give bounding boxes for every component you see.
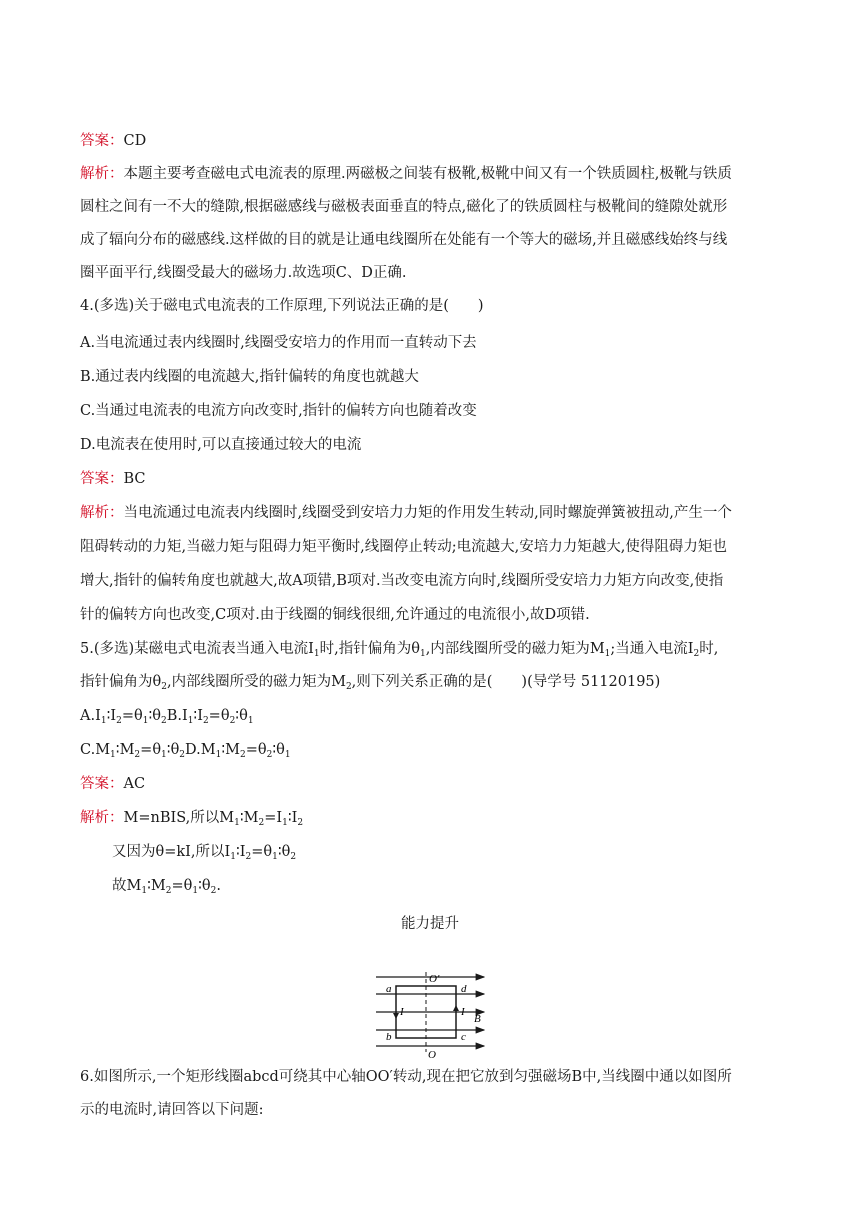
answer-label: 答案： [80, 776, 124, 792]
q4-analysis-line-1 [80, 503, 732, 523]
answer-value: BC [123, 471, 146, 487]
label-d: d [461, 983, 467, 995]
q3-analysis-line-3: 成了辐向分布的磁感线.这样做的目的就是让通电线圈所在处能有一个等大的磁场,并且磁感线始终与线 [80, 232, 728, 248]
q5-analysis-line-3: 故$M_1∶M_2=\theta_1∶\theta_2$. [112, 878, 221, 896]
q6-line-2: 示的电流时,请回答以下问题: [80, 1102, 264, 1118]
analysis-label: 解析： [80, 810, 124, 826]
label-c: c [461, 1031, 466, 1043]
label-current-left: I [400, 1006, 404, 1018]
q5-options-ab: $A.I_1∶I_2=\theta_1∶\theta_2B.I_1∶I_2=\theta_2∶\theta_1$ [80, 708, 254, 726]
q5-stem-line-1: 5.(多选)某磁电式电流表当通入电流$I_1$时,指针偏角为$\theta_1$,内部线圈所受的磁力矩为$M_1$;当通入电流$I_2$时, [80, 641, 719, 659]
answer-label: 答案： [80, 133, 124, 149]
q4-analysis-line-3: 增大,指针的偏转角度也就越大,故A项错,B项对.当改变电流方向时,线圈所受安培力力矩方向改变,使指 [80, 573, 724, 589]
q4-answer-line [80, 469, 146, 489]
label-b: b [386, 1031, 392, 1043]
coil-in-field-diagram [360, 968, 500, 1058]
q4-option-c: C.当通过电流表的电流方向改变时,指针的偏转方向也随着改变 [80, 403, 477, 419]
label-current-right: I [461, 1006, 465, 1018]
q4-stem: 4.(多选)关于磁电式电流表的工作原理,下列说法正确的是( ) [80, 298, 484, 314]
q4-analysis-line-2: 阻碍转动的力矩,当磁力矩与阻碍力矩平衡时,线圈停止转动;电流越大,安培力力矩越大,使得阻碍力矩也 [80, 539, 727, 555]
answer-value: AC [123, 776, 146, 792]
answer-label: 答案： [80, 471, 124, 487]
label-o: O [428, 1049, 436, 1058]
q4-analysis-line-4: 针的偏转方向也改变,C项对.由于线圈的铜线很细,允许通过的电流很小,故D项错. [80, 607, 590, 623]
label-field-b: B [474, 1013, 481, 1025]
analysis-label: 解析： [80, 166, 124, 182]
q3-analysis-line-2: 圆柱之间有一不大的缝隙,根据磁感线与磁极表面垂直的特点,磁化了的铁质圆柱与极靴间的缝隙处就形 [80, 199, 728, 215]
label-o-prime: O′ [429, 973, 440, 985]
section-title: 能力提升 [401, 916, 459, 932]
analysis-text: 当电流通过电流表内线圈时,线圈受到安培力力矩的作用发生转动,同时螺旋弹簧被扭动,产生一个 [123, 505, 732, 521]
q3-analysis-line-4: 圈平面平行,线圈受最大的磁场力.故选项C、D正确. [80, 265, 407, 281]
q5-options-cd: $C.M_1∶M_2=\theta_1∶\theta_2D.M_1∶M_2=\theta_2∶\theta_1$ [80, 742, 291, 760]
analysis-label: 解析： [80, 505, 124, 521]
q4-option-d: D.电流表在使用时,可以直接通过较大的电流 [80, 437, 362, 453]
q5-analysis-line-2: 又因为θ=kI,所以$I_1∶I_2=\theta_1∶\theta_2$ [112, 844, 297, 862]
analysis-text: 本题主要考查磁电式电流表的原理.两磁极之间装有极靴,极靴中间又有一个铁质圆柱,极靴与铁质 [123, 166, 732, 182]
q4-option-b: B.通过表内线圈的电流越大,指针偏转的角度也就越大 [80, 369, 419, 385]
q3-answer-line [80, 131, 146, 151]
answer-value: CD [123, 133, 147, 149]
label-a: a [386, 983, 392, 995]
q5-answer-line [80, 774, 145, 794]
q5-stem-line-2: 指针偏角为$\theta_2$,内部线圈所受的磁力矩为$M_2$,则下列关系正确的是( )(导学号 51120195) [80, 674, 661, 692]
q6-line-1: 6.如图所示,一个矩形线圈abcd可绕其中心轴OO′转动,现在把它放到匀强磁场B中,当线圈中通以如图所 [80, 1069, 732, 1085]
q4-option-a: A.当电流通过表内线圈时,线圈受安培力的作用而一直转动下去 [80, 335, 477, 351]
q5-analysis-line-1: 解析：M=nBIS,所以$M_1∶M_2=I_1∶I_2$ [80, 810, 304, 828]
q3-analysis-line-1 [80, 164, 732, 184]
